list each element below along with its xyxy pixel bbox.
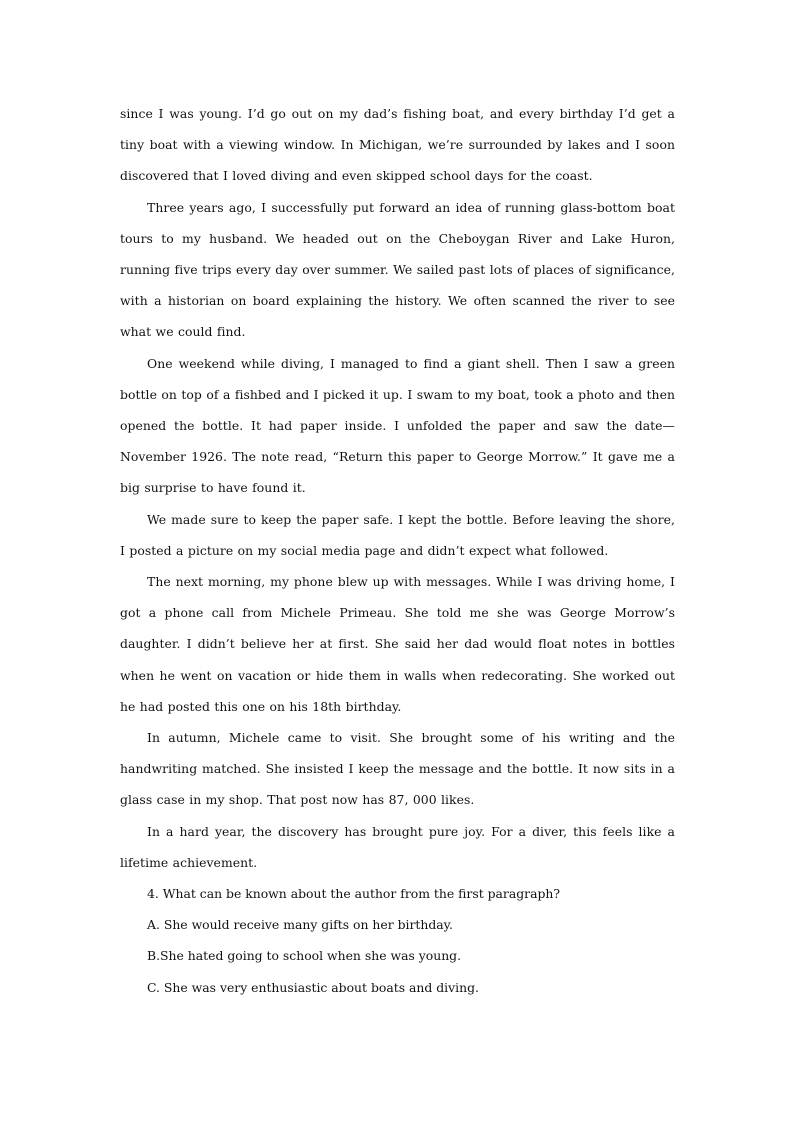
paragraph-5: The next morning, my phone blew up with messages. While I was driving home, I got a phone call from Michele Primeau. She told me she was George Morrow’s daughter. I didn’t believe her at first. She said her dad would float notes in bottles when he went on vacation or hide them in walls when redecorating. She worked out he had posted this one on his 18th birthday. (120, 574, 675, 714)
document-page (120, 98, 675, 1003)
question-option-c: C. She was very enthusiastic about boats and diving. (147, 979, 479, 995)
paragraph-1: since I was young. I’d go out on my dad’s fishing boat, and every birthday I’d get a tiny boat with a viewing window. In Michigan, we’re surrounded by lakes and I soon discovered that I loved diving and even skipped school days for the coast. (120, 106, 675, 184)
paragraph-7: In a hard year, the discovery has brought pure joy. For a diver, this feels like a lifetime achievement. (120, 823, 675, 870)
paragraph-2: Three years ago, I successfully put forward an idea of running glass-bottom boat tours to my husband. We headed out on the Cheboygan River and Lake Huron, running five trips every day over summer. We sailed past lots of places of significance, with a historian on board explaining the history. We often scanned the river to see what we could find. (120, 199, 675, 340)
paragraph-6: In autumn, Michele came to visit. She brought some of his writing and the handwriting matched. She insisted I keep the message and the bottle. It now sits in a glass case in my shop. That post now has 87, 000 likes. (120, 730, 675, 808)
question-option-a: A. She would receive many gifts on her birthday. (147, 917, 453, 933)
question-stem: 4. What can be known about the author from the first paragraph? (147, 886, 561, 902)
paragraph-3: One weekend while diving, I managed to find a giant shell. Then I saw a green bottle on top of a fishbed and I picked it up. I swam to my boat, took a photo and then opened the bottle. It had paper inside. I unfolded the paper and saw the date—November 1926. The note read, “Return this paper to George Morrow.” It gave me a big surprise to have found it. (120, 355, 675, 496)
question-option-b: B.She hated going to school when she was young. (147, 948, 462, 964)
paragraph-4: We made sure to keep the paper safe. I kept the bottle. Before leaving the shore, I posted a picture on my social media page and didn’t expect what followed. (120, 511, 675, 558)
